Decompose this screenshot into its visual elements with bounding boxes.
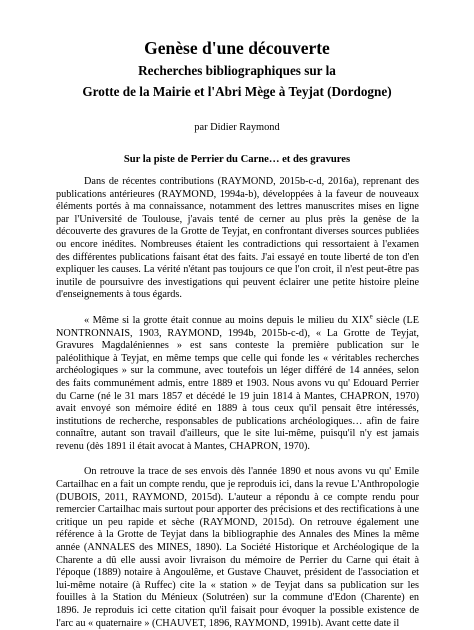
document-title: Genèse d'une découverte xyxy=(144,38,330,58)
paragraph-1: Dans de récentes contributions (RAYMOND, 2015b-c-d, 2016a), reprenant des publications antérieures (RAYMOND, 1994a-b), développées à la faveur de nouveaux éléments portés à ma connaissance, notamment des lettres manuscrites mises en ligne par l'Université de Toulouse, j'avais tenté de cerner au plus près la genèse de la découverte des gravures de la Grotte de Teyjat, en confrontant diverses sources publiées ou encore inédites. Nombreuses étaient les contradictions qui ressortaient à l'examen des différentes publications faisant état des faits. J'ai essayé en toute liberté de ton d'en expliquer les causes. La vérité n'étant pas toujours ce que l'on croit, il n'est peut-être pas inutile de poursuivre des investigations qui peuvent éclairer une petite histoire pleine d'enseignements à tous égards. xyxy=(56,176,419,301)
paragraph-3: On retrouve la trace de ses envois dès l'année 1890 et nous avons vu qu' Emile Cartailhac en a fait un compte rendu, que je reproduis ici, dans la revue L'Anthropologie (DUBOIS, 2011, RAYMOND, 2015d). L'auteur a répondu à ce compte rendu pour remercier Cartailhac mais surtout pour apporter des précisions et des rectifications à une critique un peu rapide et sèche (RAYMOND, 2015d). On retrouve également une référence à la Grotte de Teyjat dans la bibliographie des Annales des Mines la même année (ANNALES des MINES, 1890). La Société Historique et Archéologique de la Charente a dû elle aussi avoir livraison du mémoire de Perrier du Carne qui était à l'époque (1889) notaire à Angoulême, et Gustave Chauvet, président de l'association et lui-même notaire (à Ruffec) cite la « station » de Teyjat dans sa publication sur les fouilles à la Station du Ménieux (Solutréen) sur la commune d'Edon (Charente) en 1896. Je reproduis ici cette citation qu'il faisait pour évoquer la possible existence de l'arc au « quaternaire » (CHAUVET, 1896, RAYMOND, 1991b). Avant cette date il xyxy=(56,466,419,629)
document-subtitle-site: Grotte de la Mairie et l'Abri Mège à Teyjat (Dordogne) xyxy=(82,84,392,99)
century-superscript: e xyxy=(369,312,373,321)
paragraph-2 xyxy=(56,312,419,454)
document-subtitle: Recherches bibliographiques sur la xyxy=(138,63,336,78)
paragraph-2-start: « Même si la grotte était connue au moins depuis le milieu du XIX xyxy=(84,314,370,326)
section-heading: Sur la piste de Perrier du Carne… et des gravures xyxy=(123,154,351,165)
paragraph-2-rest: siècle (LE NONTRONNAIS, 1903, RAYMOND, 1994b, 2015b-c-d), « La Grotte de Teyjat, Gravures Magdaléniennes » est sans conteste la première publication sur le paléolithique à Teyjat, en même temps que celle qui fonde les « véritables recherches archéologiques » sur la commune, avec toutefois un léger différé de 14 années, selon des faits communément admis, entre 1889 et 1903. Nous avons vu qu' Edouard Perrier du Carne (né le 31 mars 1857 et décédé le 19 juin 1814 à Mantes, CHAPRON, 1970) avait envoyé son mémoire édité en 1889 à tous ceux qu'il pensait être intéressés, institutions de recherche, responsables de publications archéologiques… afin de faire connaître, autant son travail d'ailleurs, que le site lui-même, puisqu'il n'y est jamais revenu (dès 1891 il était avocat à Mantes, CHAPRON, 1970). xyxy=(56,314,419,452)
author-line: par Didier Raymond xyxy=(194,122,280,133)
body-text xyxy=(56,176,419,630)
